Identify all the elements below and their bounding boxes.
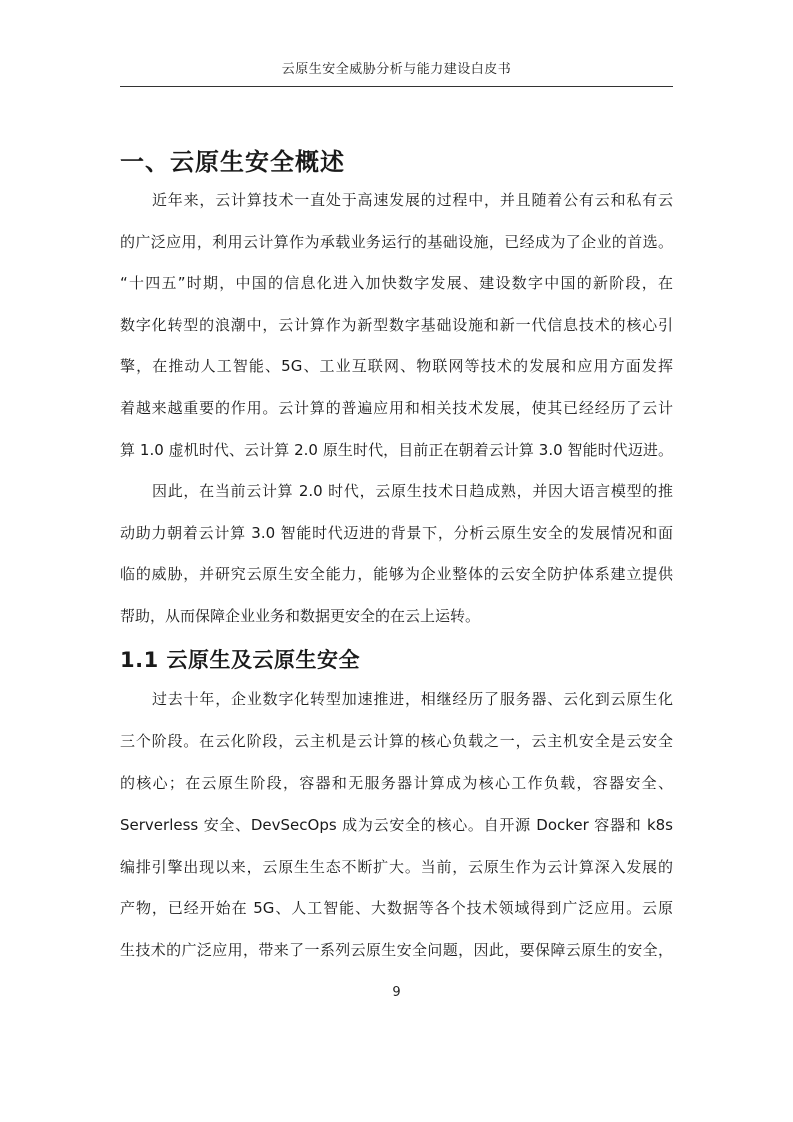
paragraph-line: 产物，已经开始在 5G、人工智能、大数据等各个技术领域得到广泛应用。云原: [120, 899, 673, 917]
paragraph-line: 近年来，云计算技术一直处于高速发展的过程中，并且随着公有云和私有云: [152, 191, 673, 209]
paragraph-line: 着越来越重要的作用。云计算的普遍应用和相关技术发展，使其已经经历了云计: [120, 399, 673, 417]
paragraph-line: 生技术的广泛应用，带来了一系列云原生安全问题，因此，要保障云原生的安全，: [120, 941, 673, 959]
subsection-heading: 1.1 云原生及云原生安全: [120, 648, 361, 672]
paragraph-line: 临的威胁，并研究云原生安全能力，能够为企业整体的云安全防护体系建立提供: [120, 565, 673, 583]
paragraph-line: 擎，在推动人工智能、5G、工业互联网、物联网等技术的发展和应用方面发挥: [120, 357, 673, 375]
paragraph-line: 算 1.0 虚机时代、云计算 2.0 原生时代，目前正在朝着云计算 3.0 智能时代迈进。: [120, 441, 673, 459]
paragraph-line: 帮助，从而保障企业业务和数据更安全的在云上运转。: [120, 607, 481, 625]
header-divider: [120, 86, 673, 87]
paragraph-line: 的核心；在云原生阶段，容器和无服务器计算成为核心工作负载，容器安全、: [120, 774, 673, 792]
paragraph-line: 数字化转型的浪潮中，云计算作为新型数字基础设施和新一代信息技术的核心引: [120, 316, 673, 334]
page-number: 9: [392, 985, 401, 1000]
header-title: 云原生安全威胁分析与能力建设白皮书: [281, 62, 512, 77]
paragraph-line: 过去十年，企业数字化转型加速推进，相继经历了服务器、云化到云原生化: [152, 690, 673, 708]
paragraph-line: 因此，在当前云计算 2.0 时代，云原生技术日趋成熟，并因大语言模型的推: [152, 482, 673, 500]
paragraph-line: 的广泛应用，利用云计算作为承载业务运行的基础设施，已经成为了企业的首选。: [120, 233, 673, 251]
paragraph-line: Serverless 安全、DevSecOps 成为云安全的核心。自开源 Docker 容器和 k8s: [120, 816, 673, 834]
section-heading: 一、云原生安全概述: [120, 148, 345, 176]
paragraph-line: 动助力朝着云计算 3.0 智能时代迈进的背景下，分析云原生安全的发展情况和面: [120, 524, 673, 542]
paragraph-line: 三个阶段。在云化阶段，云主机是云计算的核心负载之一，云主机安全是云安全: [120, 732, 673, 750]
paragraph-line: 编排引擎出现以来，云原生生态不断扩大。当前，云原生作为云计算深入发展的: [120, 858, 673, 876]
paragraph-line: “十四五”时期，中国的信息化进入加快数字发展、建设数字中国的新阶段，在: [120, 274, 673, 292]
